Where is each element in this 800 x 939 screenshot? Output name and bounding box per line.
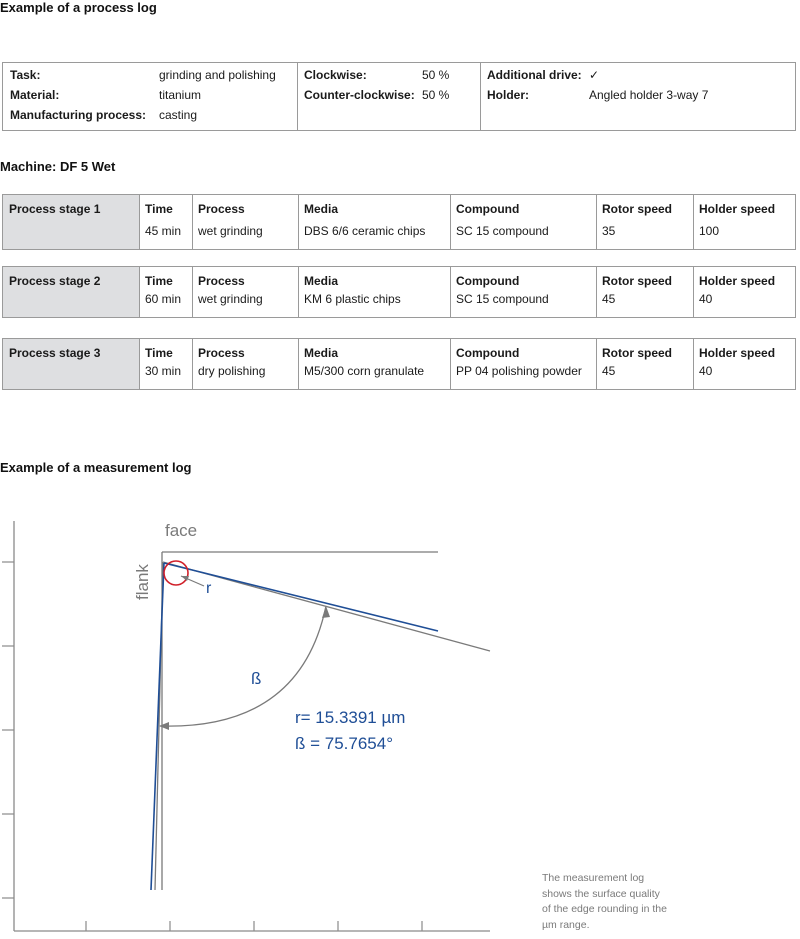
process-header: Process	[198, 274, 245, 288]
additional-drive-label: Additional drive:	[487, 68, 582, 82]
caption-line: of the edge rounding in the	[542, 903, 667, 915]
holder-speed-value: 100	[699, 224, 720, 238]
media-value: DBS 6/6 ceramic chips	[304, 224, 426, 238]
compound-value: SC 15 compound	[456, 224, 549, 238]
clockwise-label: Clockwise:	[304, 68, 367, 82]
task-label: Task:	[10, 68, 41, 82]
holder-speed-header: Holder speed	[699, 346, 776, 360]
face-profile-line	[164, 563, 438, 631]
time-value: 45 min	[145, 224, 182, 238]
material-label: Material:	[10, 88, 60, 102]
holder-value: Angled holder 3-way 7	[589, 88, 709, 102]
time-value: 30 min	[145, 364, 182, 378]
holder-speed-header: Holder speed	[699, 274, 776, 288]
arc-arrowhead-left	[159, 722, 169, 730]
time-header: Time	[145, 346, 173, 360]
rotor-speed-header: Rotor speed	[602, 346, 673, 360]
rotor-speed-value: 35	[602, 224, 616, 238]
counter-clockwise-value: 50 %	[422, 88, 450, 102]
holder-speed-value: 40	[699, 292, 713, 306]
caption-line: µm range.	[542, 918, 590, 931]
stage-label: Process stage 2	[9, 274, 101, 288]
process-value: dry polishing	[198, 364, 266, 378]
media-value: KM 6 plastic chips	[304, 292, 401, 306]
time-value: 60 min	[145, 292, 182, 306]
caption-line: shows the surface quality	[542, 887, 660, 900]
manufacturing-label: Manufacturing process:	[10, 108, 147, 122]
rotor-speed-value: 45	[602, 364, 616, 378]
angle-result: ß = 75.7654°	[295, 734, 394, 753]
manufacturing-value: casting	[159, 108, 198, 122]
flank-label: flank	[133, 564, 152, 600]
counter-clockwise-label: Counter-clockwise:	[304, 88, 415, 102]
holder-speed-value: 40	[699, 364, 713, 378]
media-header: Media	[304, 274, 339, 288]
process-value: wet grinding	[198, 224, 263, 238]
media-header: Media	[304, 202, 339, 216]
process-log-title: Example of a process log	[0, 0, 157, 15]
measurement-caption	[542, 871, 667, 933]
radius-result: r= 15.3391 µm	[295, 708, 406, 727]
stage-label: Process stage 3	[9, 346, 101, 360]
process-value: wet grinding	[198, 292, 263, 306]
clockwise-value: 50 %	[422, 68, 450, 82]
compound-value: PP 04 polishing powder	[456, 364, 582, 378]
process-header: Process	[198, 202, 245, 216]
process-header: Process	[198, 346, 245, 360]
radius-label: r	[206, 580, 212, 597]
compound-header: Compound	[456, 202, 520, 216]
rotor-speed-value: 45	[602, 292, 616, 306]
rotor-speed-header: Rotor speed	[602, 274, 673, 288]
media-header: Media	[304, 346, 339, 360]
material-value: titanium	[159, 88, 202, 102]
holder-speed-header: Holder speed	[699, 202, 776, 216]
stage-label: Process stage 1	[9, 202, 101, 216]
radius-circle	[164, 561, 188, 585]
time-header: Time	[145, 274, 173, 288]
compound-header: Compound	[456, 274, 520, 288]
task-value: grinding and polishing	[159, 68, 276, 82]
compound-value: SC 15 compound	[456, 292, 549, 306]
caption-line: The measurement log	[542, 872, 645, 884]
face-label: face	[165, 521, 198, 540]
rotor-speed-header: Rotor speed	[602, 202, 673, 216]
measurement-log-title: Example of a measurement log	[0, 460, 192, 475]
angle-label: ß	[251, 669, 262, 688]
media-value: M5/300 corn granulate	[304, 364, 425, 378]
compound-header: Compound	[456, 346, 520, 360]
check-icon: ✓	[589, 68, 600, 82]
machine-title: Machine: DF 5 Wet	[0, 159, 116, 174]
arc-arrowhead-top	[322, 606, 330, 618]
time-header: Time	[145, 202, 173, 216]
holder-label: Holder:	[487, 88, 529, 102]
